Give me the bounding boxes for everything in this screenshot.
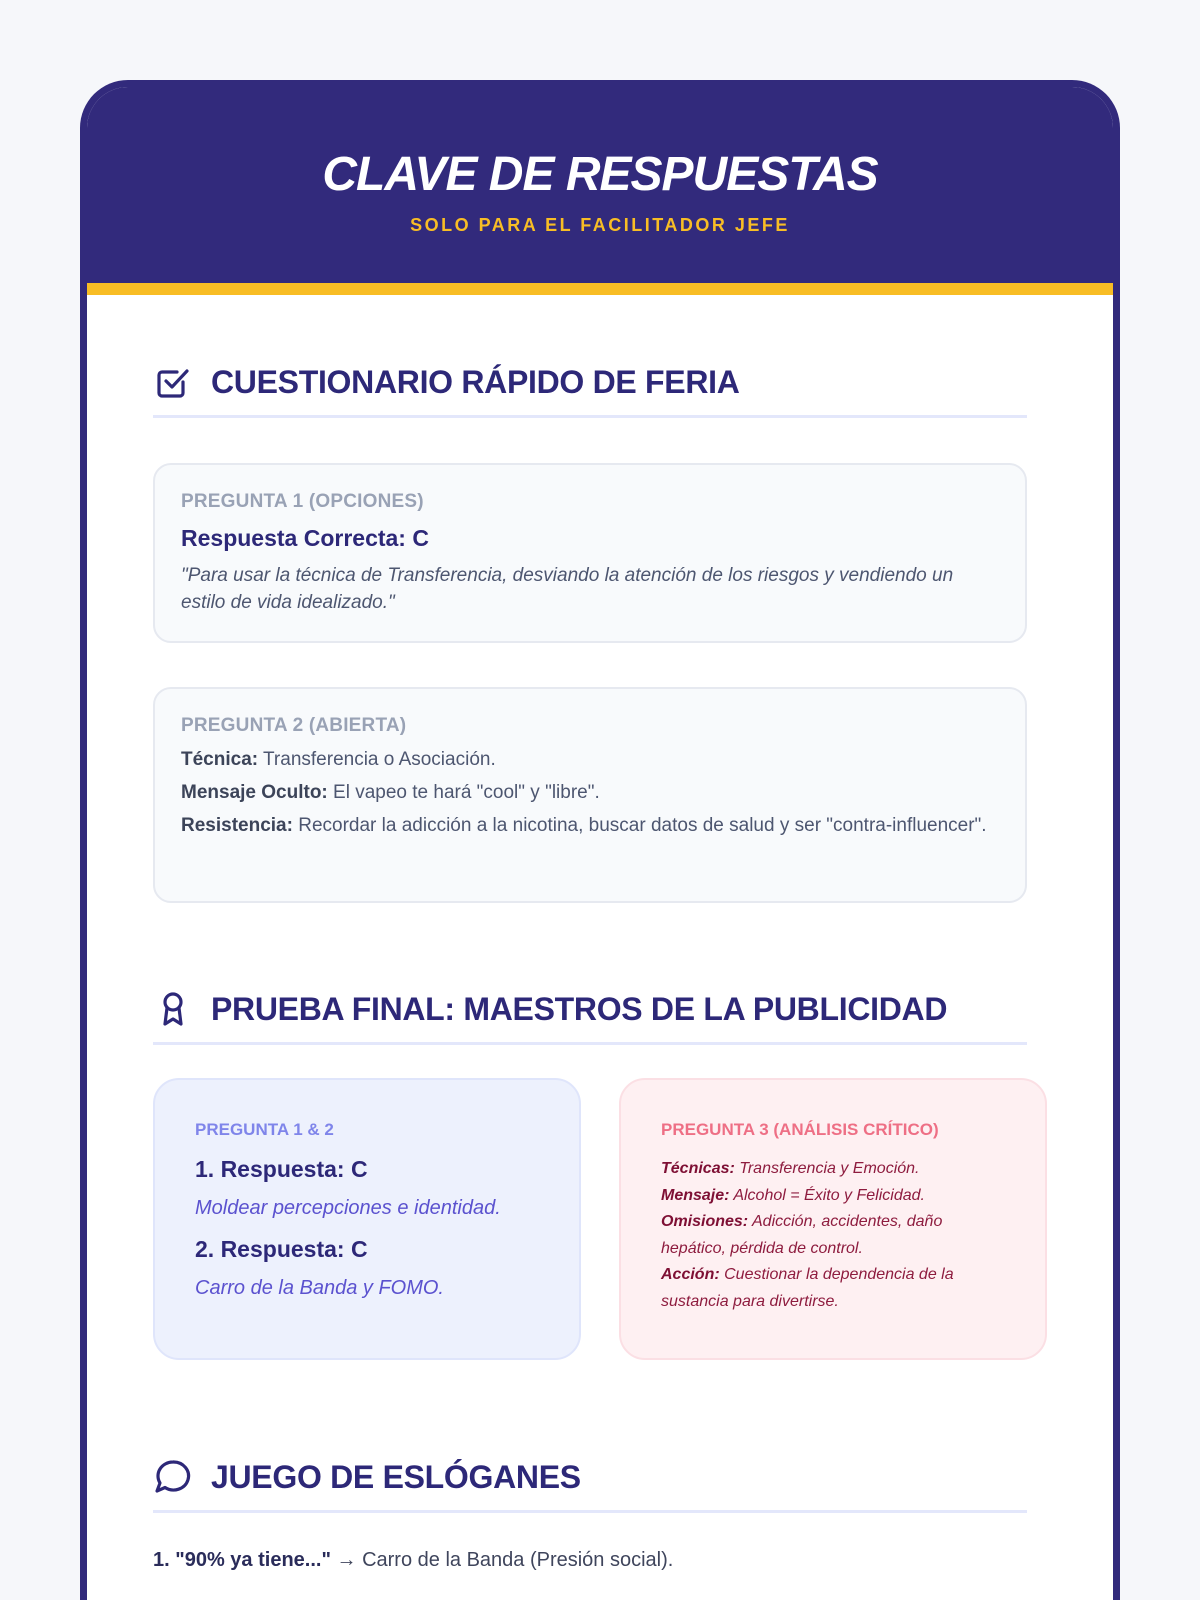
question-label: PREGUNTA 1 & 2 xyxy=(195,1120,334,1139)
answer-key: Técnica: xyxy=(181,749,259,770)
correct-answer: Respuesta Correcta: C xyxy=(181,525,429,551)
answer-key: Resistencia: xyxy=(181,815,293,836)
page-subtitle: SOLO PARA EL FACILITADOR JEFE xyxy=(410,215,790,235)
answer-2: 2. Respuesta: C xyxy=(195,1236,368,1262)
analysis-line xyxy=(661,1209,1005,1262)
award-icon xyxy=(153,989,193,1029)
answer-key: Mensaje Oculto: xyxy=(181,782,328,803)
section-title: PRUEBA FINAL: MAESTROS DE LA PUBLICIDAD xyxy=(211,991,948,1027)
analysis-value: Alcohol = Éxito y Felicidad. xyxy=(733,1186,925,1204)
analysis-value: Transferencia y Emoción. xyxy=(739,1160,920,1177)
final-questions-1-2 xyxy=(153,1078,581,1360)
checkbox-icon xyxy=(153,362,193,402)
answer-1: 1. Respuesta: C xyxy=(195,1156,368,1182)
question-label: PREGUNTA 2 (ABIERTA) xyxy=(181,715,407,736)
analysis-value: Adicción, accidentes, daño hepático, pérdida de control. xyxy=(661,1213,943,1257)
analysis-line xyxy=(661,1183,1005,1210)
answer-value: Transferencia o Asociación. xyxy=(263,749,496,770)
analysis-line xyxy=(661,1262,1005,1315)
answer-2-detail: Carro de la Banda y FOMO. xyxy=(195,1277,444,1299)
answer-explanation: "Para usar la técnica de Transferencia, desviando la atención de los riesgos y vendiendo un estilo de vida idealizado." xyxy=(181,565,954,613)
analysis-key: Omisiones: xyxy=(661,1213,749,1230)
quiz-question-2 xyxy=(153,687,1027,903)
analysis-key: Mensaje: xyxy=(661,1186,730,1204)
quiz-question-1 xyxy=(153,463,1027,643)
section-final-header xyxy=(153,985,1027,1045)
answer-line xyxy=(181,809,999,842)
section-title: JUEGO DE ESLÓGANES xyxy=(211,1459,581,1495)
answer-1-detail: Moldear percepciones e identidad. xyxy=(195,1197,501,1219)
section-title: CUESTIONARIO RÁPIDO DE FERIA xyxy=(211,364,740,400)
slogan-value: → Carro de la Banda (Presión social). xyxy=(336,1549,674,1571)
section-slogans-header xyxy=(153,1453,1027,1513)
question-label: PREGUNTA 3 (ANÁLISIS CRÍTICO) xyxy=(661,1120,939,1139)
question-label: PREGUNTA 1 (OPCIONES) xyxy=(181,491,424,512)
answer-key-card xyxy=(80,80,1120,1600)
analysis-value: Cuestionar la dependencia de la sustancia para divertirse. xyxy=(661,1266,954,1310)
section-quiz-header xyxy=(153,358,1027,418)
answer-line xyxy=(181,776,999,809)
analysis-key: Técnicas: xyxy=(661,1160,735,1177)
page-title: CLAVE DE RESPUESTAS xyxy=(322,148,878,201)
slogan-item xyxy=(153,1549,1027,1572)
answer-line xyxy=(181,743,999,776)
analysis-line xyxy=(661,1156,1005,1183)
critical-analysis xyxy=(661,1156,1005,1315)
answer-value: Recordar la adicción a la nicotina, buscar datos de salud y ser "contra-influencer". xyxy=(298,815,987,836)
slogan-key: 1. "90% ya tiene..." xyxy=(153,1549,331,1571)
final-question-3 xyxy=(619,1078,1047,1360)
speech-bubble-icon xyxy=(153,1457,193,1497)
answer-value: El vapeo te hará "cool" y "libre". xyxy=(333,782,600,803)
analysis-key: Acción: xyxy=(661,1266,720,1283)
header xyxy=(87,87,1113,295)
